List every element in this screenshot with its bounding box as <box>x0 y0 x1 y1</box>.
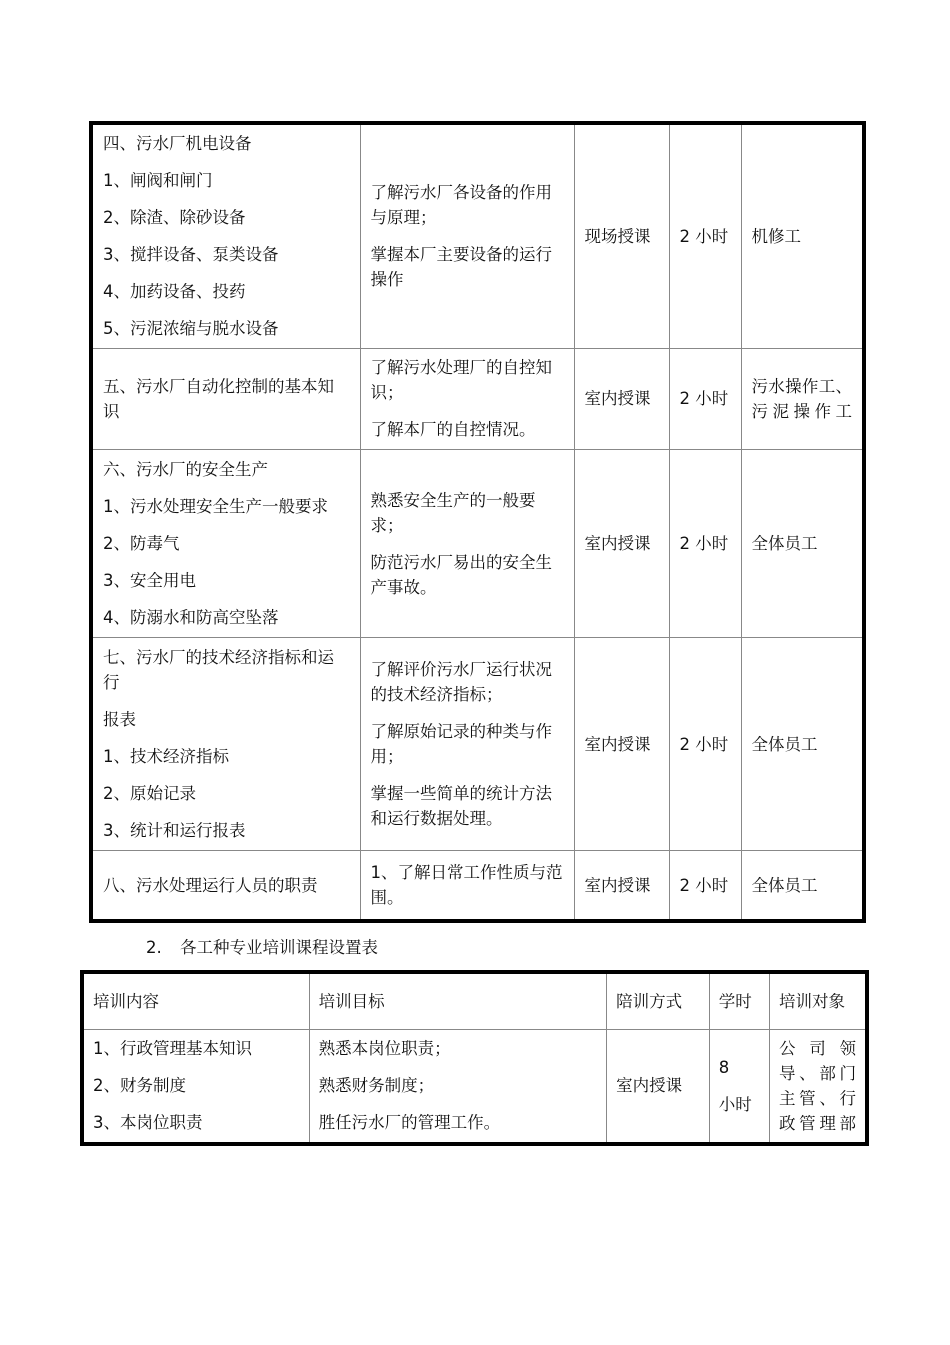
training-hours-cell: 2 小时 <box>669 348 741 450</box>
training-method-cell: 室内授课 <box>574 348 669 450</box>
section-caption <box>146 935 378 961</box>
training-target-cell: 全体员工 <box>741 851 864 921</box>
content-item: 5、污泥浓缩与脱水设备 <box>103 319 279 339</box>
content-item: 3、本岗位职责 <box>93 1113 203 1133</box>
training-goal-cell <box>360 348 574 450</box>
goal-item: 了解污水处理厂的自控知识； <box>370 358 552 403</box>
training-goal-cell <box>360 638 574 851</box>
training-target-cell: 全体员工 <box>741 638 864 851</box>
training-content-cell <box>91 348 360 450</box>
goal-item: 掌握本厂主要设备的运行操作 <box>370 245 552 290</box>
content-heading: 七、污水厂的技术经济指标和运行 <box>103 648 334 693</box>
training-hours-cell: 2 小时 <box>669 450 741 638</box>
goal-item: 了解原始记录的种类与作用； <box>370 722 552 767</box>
training-content-cell <box>82 1029 309 1144</box>
content-item: 3、统计和运行报表 <box>103 821 246 841</box>
table-row <box>91 638 864 851</box>
goal-item: 熟悉财务制度； <box>318 1076 435 1096</box>
goal-item: 胜任污水厂的管理工作。 <box>318 1113 501 1133</box>
training-target-cell: 机修工 <box>741 123 864 348</box>
goal-item: 了解污水厂各设备的作用与原理； <box>370 183 552 228</box>
course-table-specialty <box>80 970 869 1146</box>
header-training-method: 陪训方式 <box>607 972 710 1029</box>
training-hours-cell: 2 小时 <box>669 123 741 348</box>
training-hours-cell <box>709 1029 769 1144</box>
goal-item: 熟悉安全生产的一般要求； <box>370 490 536 535</box>
training-method-cell: 室内授课 <box>574 638 669 851</box>
goal-item: 了解评价污水厂运行状况的技术经济指标； <box>370 660 552 705</box>
content-item: 4、加药设备、投药 <box>103 282 246 302</box>
content-item: 3、搅拌设备、泵类设备 <box>103 245 279 265</box>
content-item: 1、污水处理安全生产一般要求 <box>103 497 328 517</box>
table-row <box>91 123 864 348</box>
header-training-content: 培训内容 <box>82 972 309 1029</box>
content-heading: 六、污水厂的安全生产 <box>103 460 268 480</box>
training-content-cell <box>91 851 360 921</box>
content-item: 2、原始记录 <box>103 784 196 804</box>
header-training-goal: 培训目标 <box>309 972 607 1029</box>
table-row <box>91 450 864 638</box>
table-row <box>82 1029 867 1144</box>
training-hours-cell: 2 小时 <box>669 851 741 921</box>
content-item: 1、技术经济指标 <box>103 747 229 767</box>
header-training-hours: 学时 <box>709 972 769 1029</box>
content-item: 2、除渣、除砂设备 <box>103 208 246 228</box>
caption-text: 各工种专业培训课程设置表 <box>180 938 378 957</box>
training-target-cell: 污水操作工、污泥操作工 <box>741 348 864 450</box>
caption-number: 2. <box>146 938 162 957</box>
training-content-cell <box>91 450 360 638</box>
content-item: 2、财务制度 <box>93 1076 186 1096</box>
header-training-target: 培训对象 <box>769 972 867 1029</box>
course-table-general <box>89 121 866 923</box>
goal-item: 熟悉本岗位职责； <box>318 1039 451 1059</box>
hours-unit: 小时 <box>718 1094 752 1114</box>
content-item: 1、行政管理基本知识 <box>93 1039 252 1059</box>
content-item: 1、闸阀和闸门 <box>103 171 213 191</box>
hours-number: 8 <box>718 1057 730 1077</box>
content-heading: 五、污水厂自动化控制的基本知识 <box>103 376 334 421</box>
goal-item: 1、了解日常工作性质与范围。 <box>370 863 563 908</box>
content-item: 3、安全用电 <box>103 571 196 591</box>
content-item: 报表 <box>103 710 136 730</box>
training-content-cell <box>91 123 360 348</box>
table-row <box>91 851 864 921</box>
training-method-cell: 现场授课 <box>574 123 669 348</box>
training-method-cell: 室内授课 <box>574 851 669 921</box>
training-target-cell: 全体员工 <box>741 450 864 638</box>
content-item: 2、防毒气 <box>103 534 180 554</box>
training-method-cell: 室内授课 <box>607 1029 710 1144</box>
training-goal-cell <box>360 123 574 348</box>
table-header-row <box>82 972 867 1029</box>
content-heading: 八、污水处理运行人员的职责 <box>103 875 318 895</box>
training-content-cell <box>91 638 360 851</box>
training-target-cell: 公司领导、部门主管、行政管理部 <box>769 1029 867 1144</box>
content-heading: 四、污水厂机电设备 <box>103 134 252 154</box>
content-item: 4、防溺水和防高空坠落 <box>103 608 279 628</box>
training-goal-cell <box>309 1029 607 1144</box>
table-row <box>91 348 864 450</box>
training-goal-cell <box>360 450 574 638</box>
goal-item: 防范污水厂易出的安全生产事故。 <box>370 552 552 597</box>
goal-item: 掌握一些简单的统计方法和运行数据处理。 <box>370 784 552 829</box>
goal-item: 了解本厂的自控情况。 <box>370 420 536 440</box>
training-goal-cell <box>360 851 574 921</box>
training-hours-cell: 2 小时 <box>669 638 741 851</box>
training-method-cell: 室内授课 <box>574 450 669 638</box>
